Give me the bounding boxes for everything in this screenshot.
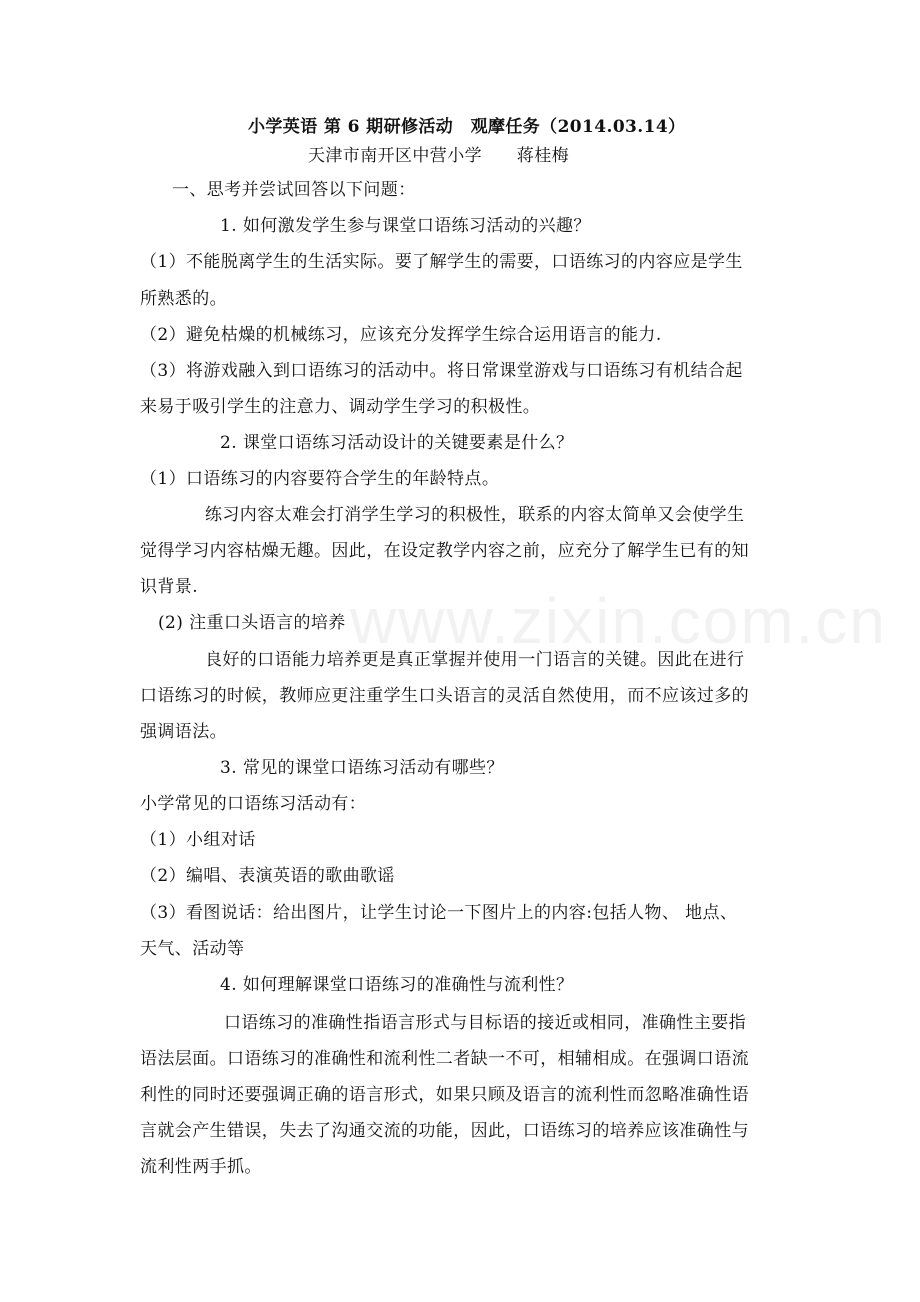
paragraph-line: （1）不能脱离学生的生活实际。要了解学生的需要，口语练习的内容应是学生 — [140, 252, 743, 272]
question-2-heading: 2. 课堂口语练习活动设计的关键要素是什么？ — [220, 433, 574, 453]
paragraph-line: 强调语法。 — [140, 722, 227, 742]
list-item: （3）看图说话：给出图片，让学生讨论一下图片上的内容:包括人物、 地点、 — [140, 903, 738, 923]
paragraph-line: 流利性两手抓。 — [140, 1157, 262, 1177]
paragraph-line: 良好的口语能力培养更是真正掌握并使用一门语言的关键。因此在进行 — [205, 650, 745, 670]
watermark: www.zixin.com.cn — [350, 585, 887, 657]
list-item: （2）编唱、表演英语的歌曲歌谣 — [140, 866, 395, 886]
paragraph-line: （1）口语练习的内容要符合学生的年龄特点。 — [140, 469, 500, 489]
paragraph-line: 觉得学习内容枯燥无趣。因此，在设定教学内容之前，应充分了解学生已有的知 — [140, 541, 749, 561]
paragraph-line: 言就会产生错误，失去了沟通交流的功能，因此，口语练习的培养应该准确性与 — [140, 1121, 749, 1141]
question-3-heading: 3. 常见的课堂口语练习活动有哪些？ — [220, 758, 504, 778]
list-item: 天气、活动等 — [140, 939, 245, 959]
paragraph-line: 口语练习的准确性指语言形式与目标语的接近或相同，准确性主要指 — [224, 1013, 746, 1033]
paragraph-line: 语法层面。口语练习的准确性和流利性二者缺一不可，相辅相成。在强调口语流 — [140, 1049, 749, 1069]
document-title: 小学英语 第 6 期研修活动 观摩任务（2014.03.14） — [248, 117, 686, 137]
paragraph-line: 口语练习的时候，教师应更注重学生口头语言的灵活自然使用，而不应该过多的 — [140, 686, 749, 706]
list-item: （1）小组对话 — [140, 830, 256, 850]
question-1-heading: 1. 如何激发学生参与课堂口语练习活动的兴趣？ — [220, 216, 591, 236]
paragraph-line: 识背景. — [140, 577, 199, 597]
paragraph-line: (2) 注重口头语言的培养 — [158, 613, 346, 633]
question-4-heading: 4. 如何理解课堂口语练习的准确性与流利性？ — [220, 975, 574, 995]
paragraph-line: 利性的同时还要强调正确的语言形式，如果只顾及语言的流利性而忽略准确性语 — [140, 1085, 749, 1105]
document-subtitle: 天津市南开区中营小学 蒋桂梅 — [308, 146, 569, 166]
paragraph-line: 小学常见的口语练习活动有： — [140, 794, 367, 814]
section-heading: 一、思考并尝试回答以下问题： — [172, 180, 416, 200]
paragraph-line: 来易于吸引学生的注意力、调动学生学习的积极性。 — [140, 397, 541, 417]
paragraph-line: （2）避免枯燥的机械练习，应该充分发挥学生综合运用语言的能力. — [140, 325, 662, 345]
paragraph-line: （3）将游戏融入到口语练习的活动中。将日常课堂游戏与口语练习有机结合起 — [140, 361, 743, 381]
paragraph-line: 所熟悉的。 — [140, 289, 227, 309]
paragraph-line: 练习内容太难会打消学生学习的积极性，联系的内容太简单又会使学生 — [205, 505, 745, 525]
